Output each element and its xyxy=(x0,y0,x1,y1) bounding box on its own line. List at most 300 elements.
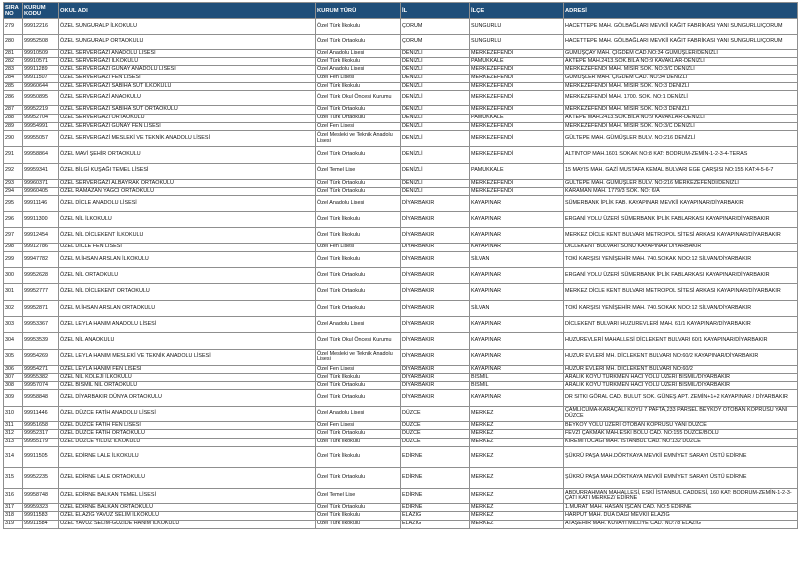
cell-kurum-turu: Özel Türk İlkokulu xyxy=(316,438,401,446)
cell-kurum-kodu: 99952508 xyxy=(23,34,59,50)
cell-adresi: ŞÜKRÜ PAŞA MAH.DÖRTKAYA MEVKİİ EMNİYET SARAYI ÜSTÜ EDİRNE xyxy=(564,467,798,488)
cell-sira-no: 305 xyxy=(4,349,23,365)
cell-kurum-turu: Özel Türk Ortaokulu xyxy=(316,504,401,512)
cell-kurum-kodu: 99954991 xyxy=(23,122,59,130)
cell-ilce: MERKEZ xyxy=(470,446,564,467)
cell-kurum-kodu: 99960405 xyxy=(23,188,59,196)
cell-kurum-kodu: 99952219 xyxy=(23,106,59,114)
cell-il: EDİRNE xyxy=(401,504,470,512)
cell-kurum-turu: Özel Anadolu Lisesi xyxy=(316,196,401,212)
table-row xyxy=(4,446,798,467)
cell-sira-no: 307 xyxy=(4,374,23,382)
table-row xyxy=(4,390,798,406)
cell-sira-no: 301 xyxy=(4,284,23,300)
table-row xyxy=(4,90,798,106)
cell-kurum-turu: Özel Temel Lise xyxy=(316,163,401,179)
cell-il: DENİZLİ xyxy=(401,163,470,179)
cell-okul-adi: ÖZEL LEYLA HANIM FEN LİSESİ xyxy=(59,365,316,373)
cell-kurum-kodu: 99953539 xyxy=(23,333,59,349)
cell-kurum-turu: Özel Mesleki ve Teknik Anadolu Lisesi xyxy=(316,349,401,365)
cell-ilce: KAYAPINAR xyxy=(470,268,564,284)
cell-okul-adi: ÖZEL SERVERGAZİ ORTAOKULU xyxy=(59,114,316,122)
cell-adresi: MERKEZEFENDİ MAH. MISIR SOK. NO:3 DENİZLİ xyxy=(564,82,798,90)
cell-adresi: ARALIK KÖYÜ TÜRKMEN HACI YOLU ÜZERİ BİSMİL/DİYARBAKIR xyxy=(564,382,798,390)
cell-ilce: MERKEZ xyxy=(470,488,564,504)
cell-kurum-kodu: 99953367 xyxy=(23,316,59,332)
cell-sira-no: 311 xyxy=(4,422,23,430)
cell-ilce: BİSMİL xyxy=(470,382,564,390)
cell-il: DİYARBAKIR xyxy=(401,251,470,267)
cell-okul-adi: ÖZEL DİYARBAKIR DÜNYA ORTAOKULU xyxy=(59,390,316,406)
cell-okul-adi: ÖZEL DÜZCE YILDIZ İLKOKULU xyxy=(59,438,316,446)
cell-kurum-turu: Özel Fen Lisesi xyxy=(316,74,401,82)
cell-okul-adi: ÖZEL M.İHSAN ARSLAN ORTAOKULU xyxy=(59,300,316,316)
cell-sira-no: 319 xyxy=(4,520,23,528)
table-row xyxy=(4,284,798,300)
cell-kurum-turu: Özel Türk Ortaokulu xyxy=(316,188,401,196)
cell-sira-no: 300 xyxy=(4,268,23,284)
cell-ilce: MERKEZEFENDİ xyxy=(470,147,564,163)
table-row xyxy=(4,268,798,284)
table-row xyxy=(4,349,798,365)
cell-sira-no: 295 xyxy=(4,196,23,212)
cell-okul-adi: ÖZEL ELAZIĞ YAVUZ SELİM İLKOKULU xyxy=(59,512,316,520)
table-row xyxy=(4,512,798,520)
cell-adresi: HUZUR EVLERİ MH. DİCLEKENT BULVARI NO:60/2 xyxy=(564,365,798,373)
cell-okul-adi: ÖZEL MAVİ ŞEHİR ORTAOKULU xyxy=(59,147,316,163)
cell-sira-no: 280 xyxy=(4,34,23,50)
cell-kurum-turu: Özel Türk İlkokulu xyxy=(316,228,401,244)
table-row xyxy=(4,196,798,212)
cell-adresi: MERKEZEFENDİ MAH. MISIR SOK. NO:3 DENİZLİ xyxy=(564,106,798,114)
cell-sira-no: 282 xyxy=(4,58,23,66)
cell-ilce: SUNGURLU xyxy=(470,34,564,50)
cell-adresi: TOKİ KARŞISI YENİŞEHİR MAH. 740.SOKAK NOO:12 SİLVAN/DİYARBAKIR xyxy=(564,300,798,316)
cell-kurum-turu: Özel Fen Lisesi xyxy=(316,243,401,251)
cell-kurum-turu: Özel Türk Ortaokulu xyxy=(316,34,401,50)
table-row xyxy=(4,374,798,382)
cell-kurum-kodu: 99959323 xyxy=(23,504,59,512)
cell-kurum-turu: Özel Türk Okul Öncesi Kurumu xyxy=(316,90,401,106)
cell-kurum-kodu: 99911300 xyxy=(23,211,59,227)
cell-adresi: SÜMERBANK İPLİK FAB. KAYAPINAR MEVKİİ KAYAPINAR/DİYARBAKIR xyxy=(564,196,798,212)
cell-kurum-kodu: 99910571 xyxy=(23,58,59,66)
table-row xyxy=(4,422,798,430)
cell-ilce: KAYAPINAR xyxy=(470,211,564,227)
cell-kurum-kodu: 99910509 xyxy=(23,50,59,58)
cell-adresi: TOKİ KARŞISI YENİŞEHİR MAH. 740.SOKAK NOO:12 SİLVAN/DİYARBAKIR xyxy=(564,251,798,267)
cell-il: EDİRNE xyxy=(401,467,470,488)
cell-adresi: ERGANİ YOLU ÜZERİ SÜMERBANK İPLİK FABLARKASI KAYAPINAR/DİYARBAKIR xyxy=(564,211,798,227)
table-row xyxy=(4,488,798,504)
cell-sira-no: 302 xyxy=(4,300,23,316)
cell-okul-adi: ÖZEL NİL ORTAOKULU xyxy=(59,268,316,284)
cell-adresi: ERGANİ YOLU ÜZERİ SÜMERBANK İPLİK FABLARKASI KAYAPINAR/DİYARBAKIR xyxy=(564,268,798,284)
cell-ilce: MERKEZ xyxy=(470,406,564,422)
cell-kurum-kodu: 99952871 xyxy=(23,300,59,316)
table-row xyxy=(4,251,798,267)
cell-okul-adi: ÖZEL SERVERGAZİ ANAOKULU xyxy=(59,90,316,106)
header-adresi: ADRESİ xyxy=(564,3,798,19)
cell-il: DİYARBAKIR xyxy=(401,390,470,406)
cell-il: DİYARBAKIR xyxy=(401,333,470,349)
cell-adresi: HACETTEPE MAH. GÖLBAĞLARI MEVKİİ KAĞIT FABRİKASI YANI SUNGURLU/ÇORUM xyxy=(564,34,798,50)
cell-il: EDİRNE xyxy=(401,488,470,504)
cell-adresi: GÜMÜŞÇAY MAH. ÇİĞDEM CAD.NO:34 GÜMÜŞLER/DENİZLİ xyxy=(564,50,798,58)
cell-kurum-kodu: 99947782 xyxy=(23,251,59,267)
cell-ilce: SİLVAN xyxy=(470,300,564,316)
cell-sira-no: 306 xyxy=(4,365,23,373)
cell-ilce: MERKEZEFENDİ xyxy=(470,131,564,147)
table-row xyxy=(4,211,798,227)
cell-okul-adi: ÖZEL LEYLA HANIM ANADOLU LİSESİ xyxy=(59,316,316,332)
cell-kurum-kodu: 99955179 xyxy=(23,438,59,446)
cell-okul-adi: ÖZEL SERVERGAZİ İLKOKULU xyxy=(59,58,316,66)
cell-adresi: ABDURRAHMAN MAHALLESİ, ESKİ İSTANBUL CADDESİ, 160 KAT: BODRUM-ZEMİN-1-2-3- ÇATI KATI MERKEZ/ EDİRNE xyxy=(564,488,798,504)
cell-il: DENİZLİ xyxy=(401,90,470,106)
cell-okul-adi: ÖZEL DÜZCE FATİH ANADOLU LİSESİ xyxy=(59,406,316,422)
cell-adresi: BEYKÖY YOLU ÜZERİ OTOBAN KÖPRÜSÜ YANI DÜZCE xyxy=(564,422,798,430)
cell-kurum-turu: Özel Türk İlkokulu xyxy=(316,211,401,227)
cell-ilce: MERKEZEFENDİ xyxy=(470,66,564,74)
cell-okul-adi: ÖZEL NİL DİCLEKENT ORTAOKULU xyxy=(59,284,316,300)
cell-kurum-kodu: 99957074 xyxy=(23,382,59,390)
table-row xyxy=(4,122,798,130)
cell-okul-adi: ÖZEL SERVERGAZİ MESLEKİ VE TEKNİK ANADOLU LİSESİ xyxy=(59,131,316,147)
cell-okul-adi: ÖZEL DİCLE ANADOLU LİSESİ xyxy=(59,196,316,212)
cell-okul-adi: ÖZEL NİL DİCLEKENT İLKOKULU xyxy=(59,228,316,244)
cell-sira-no: 284 xyxy=(4,74,23,82)
cell-kurum-kodu: 99911446 xyxy=(23,406,59,422)
cell-kurum-turu: Özel Türk İlkokulu xyxy=(316,251,401,267)
cell-adresi: 1.MURAT MAH. HASAN İŞCAN CAD. NO:5 EDİRNE xyxy=(564,504,798,512)
cell-adresi: GÜLTEPE MAH. GÜMÜŞLER BULV. NO:216 MERKEZEFENDİ/DENİZLİ xyxy=(564,179,798,187)
table-row xyxy=(4,228,798,244)
cell-kurum-kodu: 99952628 xyxy=(23,268,59,284)
cell-kurum-turu: Özel Türk Ortaokulu xyxy=(316,430,401,438)
cell-kurum-kodu: 99960371 xyxy=(23,179,59,187)
cell-kurum-kodu: 99911146 xyxy=(23,196,59,212)
cell-ilce: MERKEZEFENDİ xyxy=(470,179,564,187)
cell-sira-no: 304 xyxy=(4,333,23,349)
cell-adresi: DİCLEKENT BULVARI SONU KAYAPINAR DİYARBAKIR xyxy=(564,243,798,251)
table-row xyxy=(4,74,798,82)
cell-kurum-kodu: 99952777 xyxy=(23,284,59,300)
table-row xyxy=(4,365,798,373)
cell-il: DENİZLİ xyxy=(401,122,470,130)
cell-sira-no: 309 xyxy=(4,390,23,406)
cell-il: ÇORUM xyxy=(401,19,470,35)
cell-kurum-kodu: 99958848 xyxy=(23,390,59,406)
cell-sira-no: 291 xyxy=(4,147,23,163)
cell-il: DİYARBAKIR xyxy=(401,228,470,244)
cell-ilce: MERKEZ xyxy=(470,438,564,446)
cell-adresi: ARALIK KÖYÜ TÜRKMEN HACI YOLU ÜZERİ BİSMİL/DİYARBAKIR xyxy=(564,374,798,382)
cell-kurum-turu: Özel Türk İlkokulu xyxy=(316,374,401,382)
cell-ilce: MERKEZEFENDİ xyxy=(470,188,564,196)
table-body xyxy=(4,19,798,529)
cell-il: DÜZCE xyxy=(401,438,470,446)
cell-okul-adi: ÖZEL SERVERGAZİ ALBAYRAK ORTAOKULU xyxy=(59,179,316,187)
cell-sira-no: 285 xyxy=(4,82,23,90)
cell-il: DİYARBAKIR xyxy=(401,316,470,332)
cell-kurum-kodu: 99911507 xyxy=(23,74,59,82)
table-row xyxy=(4,406,798,422)
cell-adresi: ŞÜKRÜ PAŞA MAH.DÖRTKAYA MEVKİİ EMNİYET SARAYI ÜSTÜ EDİRNE xyxy=(564,446,798,467)
cell-kurum-kodu: 99952235 xyxy=(23,467,59,488)
cell-kurum-turu: Özel Türk İlkokulu xyxy=(316,58,401,66)
cell-sira-no: 298 xyxy=(4,243,23,251)
cell-adresi: FEVZİ ÇAKMAK MAH.ESKİ BOLU CAD. NO:155 DÜZCE/BOLU xyxy=(564,430,798,438)
cell-sira-no: 288 xyxy=(4,114,23,122)
cell-il: DÜZCE xyxy=(401,406,470,422)
cell-okul-adi: ÖZEL SERVERGAZİ GÜNAY FEN LİSESİ xyxy=(59,122,316,130)
cell-il: ELAZIĞ xyxy=(401,520,470,528)
cell-ilce: MERKEZEFENDİ xyxy=(470,122,564,130)
cell-il: DÜZCE xyxy=(401,430,470,438)
cell-il: DİYARBAKIR xyxy=(401,268,470,284)
cell-okul-adi: ÖZEL EDİRNE LALE İLKOKULU xyxy=(59,446,316,467)
cell-ilce: BİSMİL xyxy=(470,374,564,382)
cell-sira-no: 299 xyxy=(4,251,23,267)
table-row xyxy=(4,19,798,35)
cell-sira-no: 314 xyxy=(4,446,23,467)
cell-sira-no: 297 xyxy=(4,228,23,244)
cell-adresi: HARPUT MAH. DUA DAĞI MEVKİİ ELAZIĞ xyxy=(564,512,798,520)
cell-okul-adi: ÖZEL DÜZCE FATİH FEN LİSESİ xyxy=(59,422,316,430)
cell-kurum-turu: Özel Türk Ortaokulu xyxy=(316,390,401,406)
cell-okul-adi: ÖZEL SUNGURALP İLKOKULU xyxy=(59,19,316,35)
cell-okul-adi: ÖZEL SERVERGAZİ GÜNAY ANADOLU LİSESİ xyxy=(59,66,316,74)
cell-okul-adi: ÖZEL SERVERGAZİ FEN LİSESİ xyxy=(59,74,316,82)
cell-il: ELAZIĞ xyxy=(401,512,470,520)
cell-ilce: MERKEZEFENDİ xyxy=(470,74,564,82)
cell-adresi: KARAMAN MAH. 1779/3 SOK. NO: 6/A xyxy=(564,188,798,196)
cell-il: DENİZLİ xyxy=(401,147,470,163)
table-row xyxy=(4,520,798,528)
cell-ilce: PAMUKKALE xyxy=(470,58,564,66)
cell-adresi: GÜLTEPE MAH. GÜMÜŞLER BULV. NO:216 DENİZLİ xyxy=(564,131,798,147)
header-okul-adi: OKUL ADI xyxy=(59,3,316,19)
table-row xyxy=(4,179,798,187)
cell-okul-adi: ÖZEL NİL KOLEJİ İLKOKULU xyxy=(59,374,316,382)
cell-kurum-kodu: 99954271 xyxy=(23,365,59,373)
cell-sira-no: 290 xyxy=(4,131,23,147)
cell-il: DİYARBAKIR xyxy=(401,365,470,373)
table-row xyxy=(4,50,798,58)
cell-kurum-turu: Özel Anadolu Lisesi xyxy=(316,316,401,332)
cell-kurum-turu: Özel Fen Lisesi xyxy=(316,122,401,130)
cell-il: DİYARBAKIR xyxy=(401,196,470,212)
cell-il: DENİZLİ xyxy=(401,188,470,196)
cell-okul-adi: ÖZEL DÜZCE FATİH ORTAOKULU xyxy=(59,430,316,438)
cell-il: DENİZLİ xyxy=(401,82,470,90)
cell-il: DİYARBAKIR xyxy=(401,243,470,251)
cell-sira-no: 310 xyxy=(4,406,23,422)
cell-il: DİYARBAKIR xyxy=(401,300,470,316)
cell-sira-no: 292 xyxy=(4,163,23,179)
cell-sira-no: 315 xyxy=(4,467,23,488)
cell-ilce: MERKEZEFENDİ xyxy=(470,82,564,90)
cell-ilce: MERKEZ xyxy=(470,504,564,512)
cell-il: DENİZLİ xyxy=(401,50,470,58)
cell-kurum-kodu: 99951658 xyxy=(23,422,59,430)
cell-adresi: MERKEZEFENDİ MAH. 1700. SOK. NO:1 DENİZLİ xyxy=(564,90,798,106)
cell-kurum-turu: Özel Anadolu Lisesi xyxy=(316,50,401,58)
cell-adresi: HUZUREVLERİ MAHALLESİ DİCLEKENT BULVARI 60/1 KAYAPINAR/DİYARBAKIR xyxy=(564,333,798,349)
cell-ilce: MERKEZ xyxy=(470,512,564,520)
cell-kurum-kodu: 99912216 xyxy=(23,19,59,35)
table-row xyxy=(4,82,798,90)
table-row xyxy=(4,66,798,74)
header-sira-no: SIRA NO xyxy=(4,3,23,19)
cell-ilce: KAYAPINAR xyxy=(470,228,564,244)
cell-ilce: MERKEZ xyxy=(470,520,564,528)
cell-il: DENİZLİ xyxy=(401,131,470,147)
cell-il: DÜZCE xyxy=(401,422,470,430)
cell-ilce: MERKEZEFENDİ xyxy=(470,90,564,106)
cell-kurum-turu: Özel Fen Lisesi xyxy=(316,365,401,373)
cell-okul-adi: ÖZEL DİCLE FEN LİSESİ xyxy=(59,243,316,251)
table-row xyxy=(4,504,798,512)
cell-sira-no: 283 xyxy=(4,66,23,74)
table-row xyxy=(4,243,798,251)
header-kurum-kodu: KURUM KODU xyxy=(23,3,59,19)
cell-kurum-kodu: 99911289 xyxy=(23,66,59,74)
cell-kurum-turu: Özel Anadolu Lisesi xyxy=(316,406,401,422)
cell-adresi: MERKEZ DİCLE KENT BULVARI METROPOL SİTESİ ARKASI KAYAPINAR/DİYARBAKIR xyxy=(564,228,798,244)
cell-kurum-turu: Özel Türk Ortaokulu xyxy=(316,147,401,163)
cell-kurum-kodu: 99959341 xyxy=(23,163,59,179)
cell-il: DENİZLİ xyxy=(401,106,470,114)
cell-sira-no: 317 xyxy=(4,504,23,512)
table-row xyxy=(4,382,798,390)
cell-il: ÇORUM xyxy=(401,34,470,50)
cell-kurum-turu: Özel Türk İlkokulu xyxy=(316,512,401,520)
cell-kurum-turu: Özel Fen Lisesi xyxy=(316,422,401,430)
cell-sira-no: 303 xyxy=(4,316,23,332)
cell-kurum-kodu: 99952317 xyxy=(23,430,59,438)
table-row xyxy=(4,300,798,316)
cell-okul-adi: ÖZEL NİL İLKOKULU xyxy=(59,211,316,227)
cell-kurum-turu: Özel Türk İlkokulu xyxy=(316,19,401,35)
cell-kurum-kodu: 99960644 xyxy=(23,82,59,90)
cell-sira-no: 294 xyxy=(4,188,23,196)
cell-il: DENİZLİ xyxy=(401,74,470,82)
cell-okul-adi: ÖZEL SERVERGAZİ SABİHA SÜT İLKOKULU xyxy=(59,82,316,90)
cell-kurum-kodu: 99958864 xyxy=(23,147,59,163)
cell-kurum-turu: Özel Türk Ortaokulu xyxy=(316,106,401,114)
cell-adresi: DR SITKI GÖRAL CAD. BULUT SOK. GÜNEŞ APT. ZEMİN+1+2 KAYAPINAR / DİYARBAKIR xyxy=(564,390,798,406)
cell-adresi: DİCLEKENT BULVARI HUZUREVLERİ MAH. 61/1 KAYAPINAR/DİYARBAKIR xyxy=(564,316,798,332)
cell-adresi: ALTINTOP MAH.1601 SOKAK NO:8 KAT: BODRUM-ZEMİN-1-2-3-4-TERAS xyxy=(564,147,798,163)
cell-sira-no: 281 xyxy=(4,50,23,58)
cell-sira-no: 287 xyxy=(4,106,23,114)
cell-ilce: MERKEZEFENDİ xyxy=(470,50,564,58)
cell-il: DİYARBAKIR xyxy=(401,374,470,382)
table-row xyxy=(4,131,798,147)
cell-okul-adi: ÖZEL SERVERGAZİ SABİHA SÜT ORTAOKULU xyxy=(59,106,316,114)
cell-kurum-kodu: 99955382 xyxy=(23,374,59,382)
cell-ilce: KAYAPINAR xyxy=(470,316,564,332)
cell-adresi: HACETTEPE MAH. GÖLBAĞLARI MEVKİİ KAĞIT FABRİKASI YANI SUNGURLU/ÇORUM xyxy=(564,19,798,35)
cell-okul-adi: ÖZEL SERVERGAZİ ANADOLU LİSESİ xyxy=(59,50,316,58)
cell-ilce: SİLVAN xyxy=(470,251,564,267)
table-row xyxy=(4,58,798,66)
header-kurum-turu: KURUM TÜRÜ xyxy=(316,3,401,19)
table-row xyxy=(4,34,798,50)
cell-ilce: MERKEZEFENDİ xyxy=(470,106,564,114)
cell-il: DİYARBAKIR xyxy=(401,211,470,227)
cell-il: DENİZLİ xyxy=(401,66,470,74)
cell-kurum-turu: Özel Türk Ortaokulu xyxy=(316,284,401,300)
cell-kurum-turu: Özel Türk Ortaokulu xyxy=(316,268,401,284)
cell-sira-no: 296 xyxy=(4,211,23,227)
cell-il: EDİRNE xyxy=(401,446,470,467)
cell-adresi: MERKEZ DİCLE KENT BULVARI METROPOL SİTESİ ARKASI KAYAPINAR/DİYARBAKIR xyxy=(564,284,798,300)
cell-kurum-turu: Özel Türk Ortaokulu xyxy=(316,300,401,316)
cell-kurum-turu: Özel Türk Ortaokulu xyxy=(316,179,401,187)
cell-kurum-kodu: 99954269 xyxy=(23,349,59,365)
cell-sira-no: 286 xyxy=(4,90,23,106)
cell-kurum-turu: Özel Türk İlkokulu xyxy=(316,446,401,467)
table-row xyxy=(4,114,798,122)
cell-sira-no: 308 xyxy=(4,382,23,390)
cell-okul-adi: ÖZEL EDİRNE BALKAN ORTAOKULU xyxy=(59,504,316,512)
cell-okul-adi: ÖZEL SUNGURALP ORTAOKULU xyxy=(59,34,316,50)
table-row xyxy=(4,430,798,438)
cell-adresi: GÜMÜŞLER MAH. ÇİĞDEM CAD. NO:34 DENİZLİ xyxy=(564,74,798,82)
table-row xyxy=(4,106,798,114)
cell-ilce: MERKEZ xyxy=(470,467,564,488)
table-row xyxy=(4,316,798,332)
cell-ilce: PAMUKKALE xyxy=(470,163,564,179)
cell-ilce: MERKEZ xyxy=(470,422,564,430)
cell-adresi: ATAŞEHİR MAH. KUVAYİ MİLLİYE CAD. NO:78 ELAZIĞ xyxy=(564,520,798,528)
cell-ilce: KAYAPINAR xyxy=(470,333,564,349)
cell-il: DİYARBAKIR xyxy=(401,382,470,390)
table-header-row xyxy=(4,3,798,19)
cell-okul-adi: ÖZEL LEYLA HANIM MESLEKİ VE TEKNİK ANADOLU LİSESİ xyxy=(59,349,316,365)
cell-okul-adi: ÖZEL EDİRNE BALKAN TEMEL LİSESİ xyxy=(59,488,316,504)
cell-kurum-kodu: 99958748 xyxy=(23,488,59,504)
cell-ilce: SUNGURLU xyxy=(470,19,564,35)
cell-ilce: PAMUKKALE xyxy=(470,114,564,122)
cell-kurum-turu: Özel Türk Ortaokulu xyxy=(316,467,401,488)
school-table xyxy=(3,2,798,529)
cell-sira-no: 313 xyxy=(4,438,23,446)
header-ilce: İLÇE xyxy=(470,3,564,19)
cell-okul-adi: ÖZEL NİL ANAOKULU xyxy=(59,333,316,349)
header-il: İL xyxy=(401,3,470,19)
cell-kurum-turu: Özel Temel Lise xyxy=(316,488,401,504)
table-row xyxy=(4,188,798,196)
table-row xyxy=(4,438,798,446)
cell-ilce: KAYAPINAR xyxy=(470,349,564,365)
cell-ilce: KAYAPINAR xyxy=(470,196,564,212)
cell-adresi: ÇAMLICUMA-KARAÇALI KÖYÜ 7 PAFTA,233 PARSEL BEYKÖY OTOBAN KÖPRÜSÜ YANI DÜZCE xyxy=(564,406,798,422)
cell-il: DİYARBAKIR xyxy=(401,349,470,365)
cell-adresi: 15 MAYIS MAH. GAZİ MUSTAFA KEMAL BULVARI EGE ÇARŞISI NO:155 KAT:4-5-6-7 xyxy=(564,163,798,179)
cell-okul-adi: ÖZEL BİLGİ KUŞAĞI TEMEL LİSESİ xyxy=(59,163,316,179)
cell-kurum-turu: Özel Türk İlkokulu xyxy=(316,520,401,528)
cell-kurum-turu: Özel Türk Okul Öncesi Kurumu xyxy=(316,333,401,349)
cell-ilce: KAYAPINAR xyxy=(470,390,564,406)
cell-kurum-kodu: 99911505 xyxy=(23,446,59,467)
school-list-sheet xyxy=(3,2,797,529)
cell-kurum-turu: Özel Türk Ortaokulu xyxy=(316,382,401,390)
cell-ilce: KAYAPINAR xyxy=(470,284,564,300)
